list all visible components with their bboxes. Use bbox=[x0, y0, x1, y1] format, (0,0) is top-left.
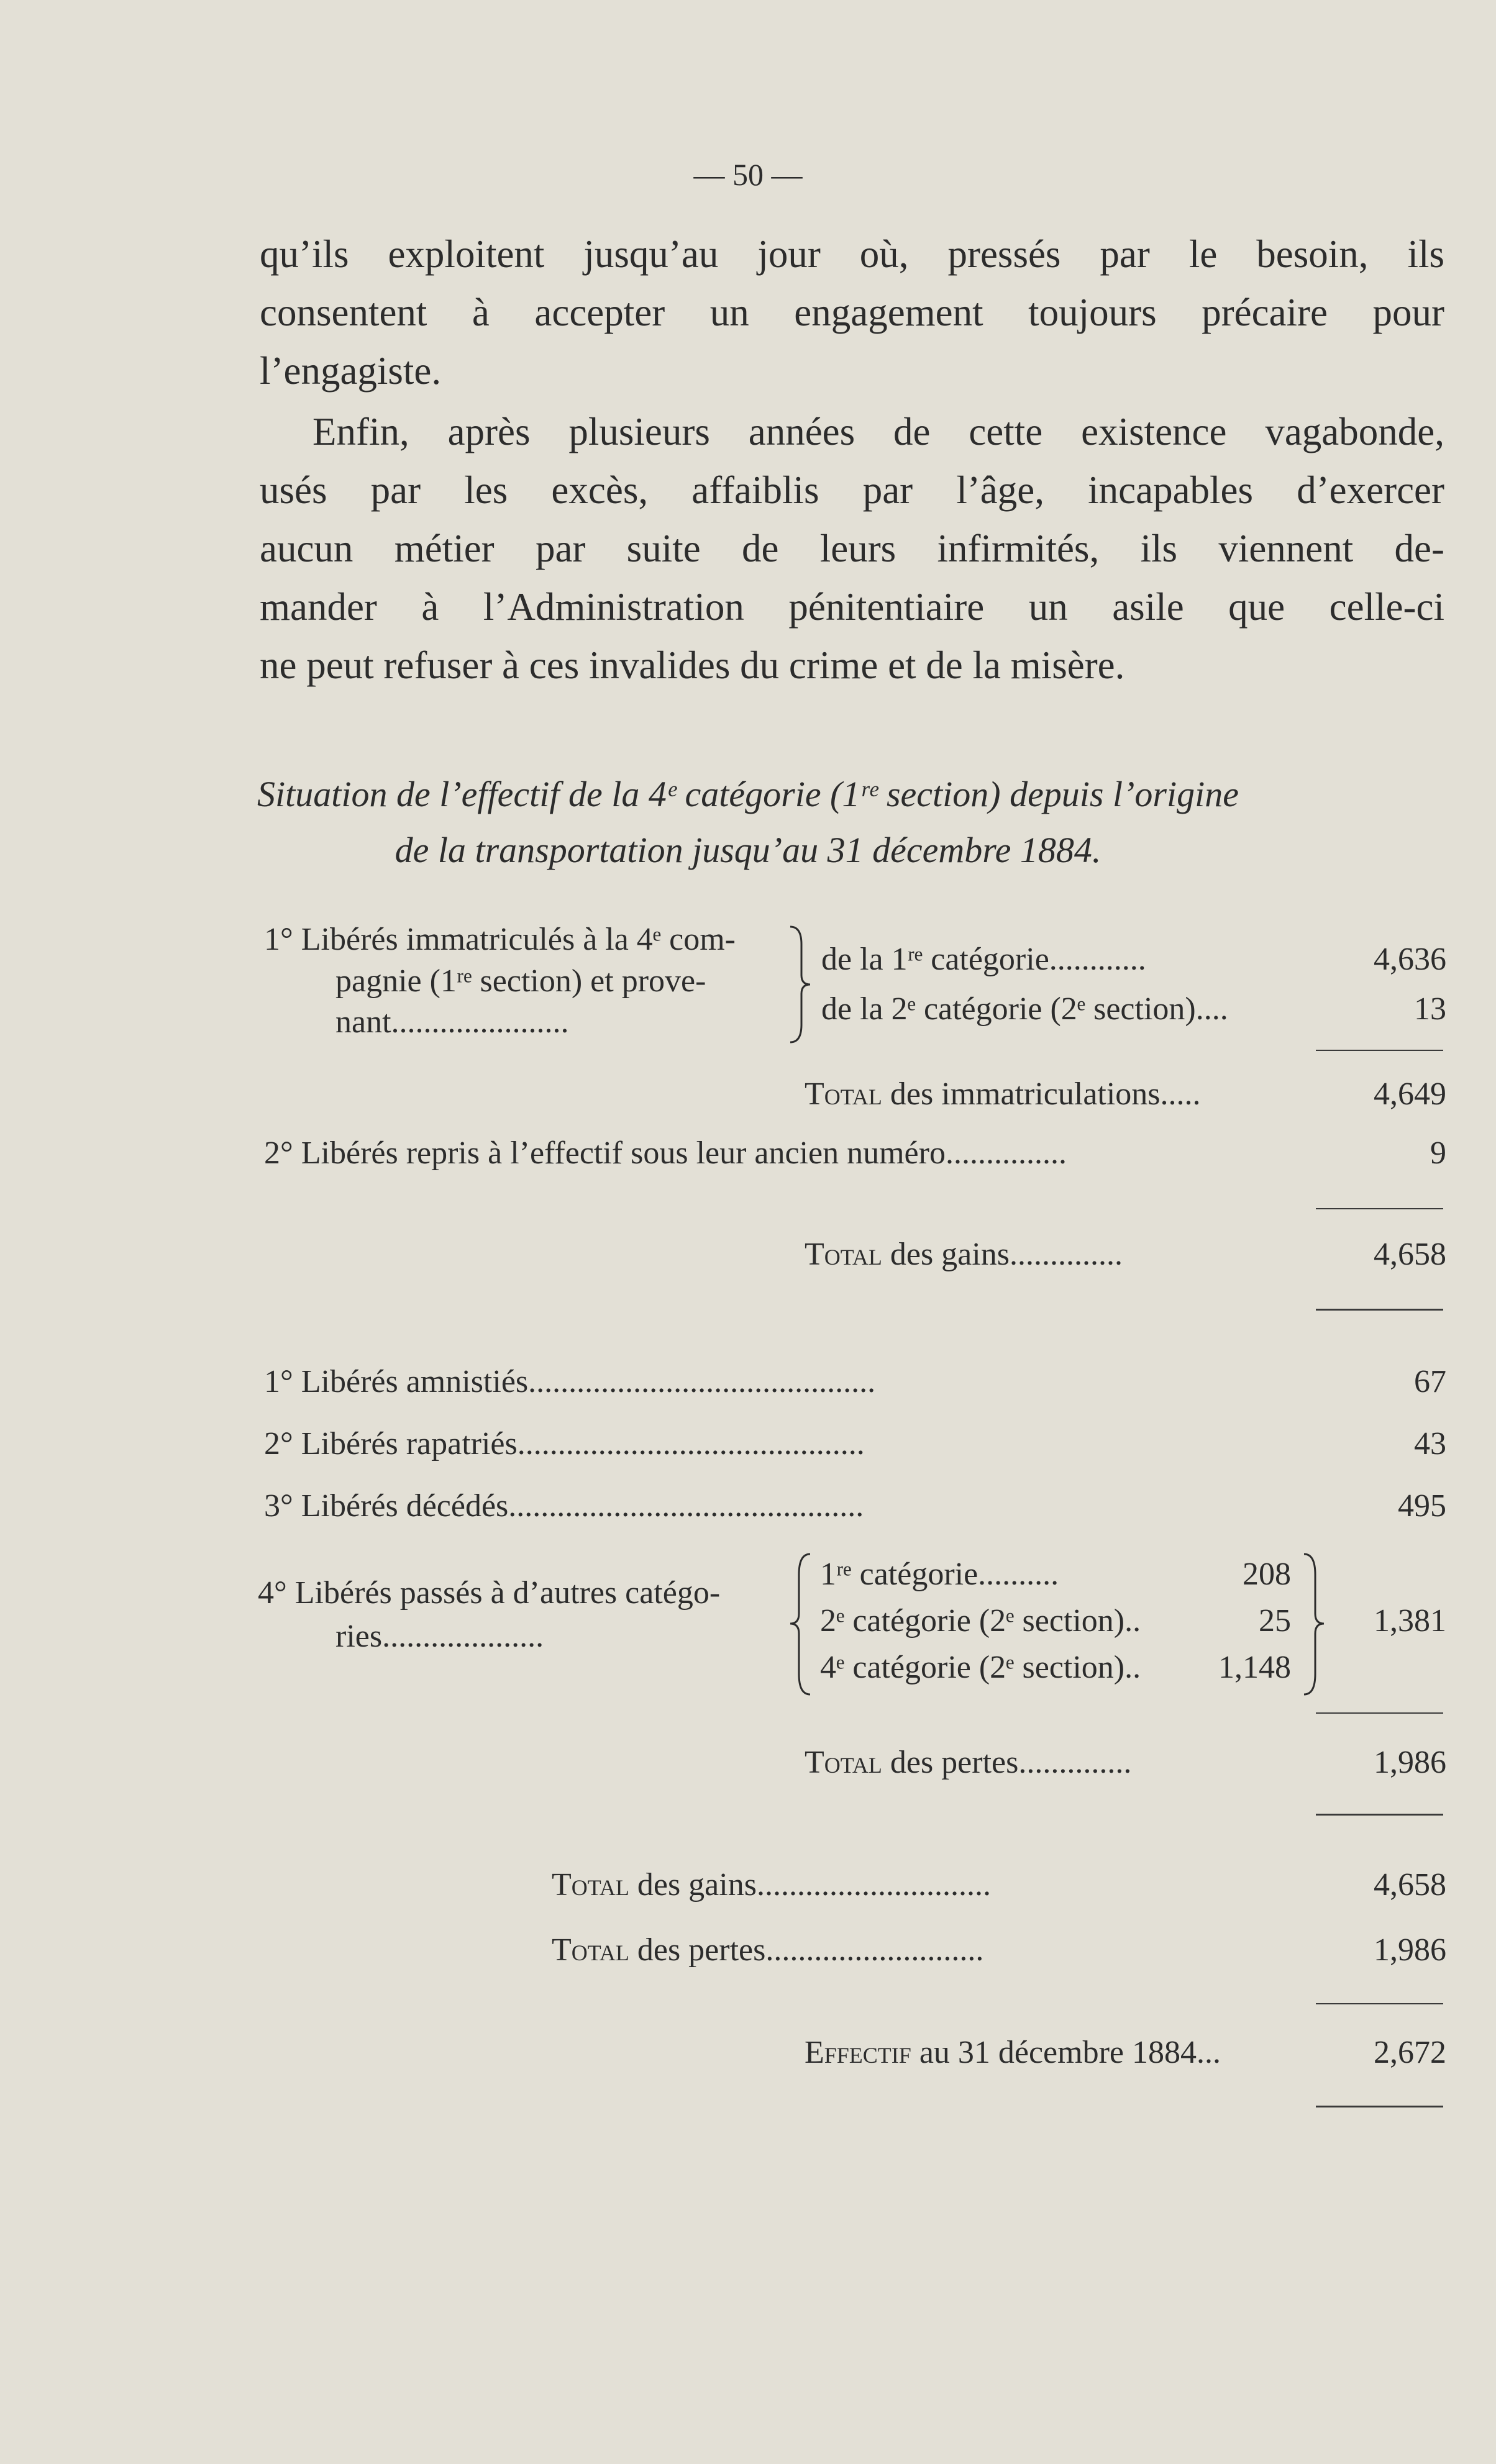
loss-item-4-left-brace bbox=[788, 1553, 813, 1696]
recap-pertes-label: Total des pertes........................... bbox=[552, 1932, 984, 1968]
loss-item-3-value: 495 bbox=[1398, 1488, 1446, 1524]
gain-item-1-line-2: pagnie (1ʳᵉ section) et prove- bbox=[335, 963, 706, 999]
effectif-value: 2,672 bbox=[1374, 2035, 1446, 2070]
loss-sub-3-label: 4ᵉ catégorie (2ᵉ section).. bbox=[820, 1650, 1141, 1685]
effectif-label: Effectif au 31 décembre 1884... bbox=[805, 2035, 1221, 2070]
gain-sub-2-label: de la 2ᵉ catégorie (2ᵉ section).... bbox=[821, 991, 1228, 1027]
loss-item-1-label: 1° Libérés amnistiés........................................... bbox=[264, 1364, 876, 1399]
gain-sub-2-value: 13 bbox=[1414, 991, 1446, 1027]
total-immatriculations-label: Total des immatriculations..... bbox=[805, 1076, 1201, 1112]
total-pertes-value: 1,986 bbox=[1374, 1745, 1446, 1780]
gain-item-1-line-3: nant...................... bbox=[335, 1004, 569, 1040]
recap-gains-value: 4,658 bbox=[1374, 1867, 1446, 1903]
text-line: ne peut refuser à ces invalides du crime et de la misère. bbox=[260, 643, 1125, 687]
rule bbox=[1316, 1050, 1443, 1051]
text-line: consentent à accepter un engagement toujours précaire pour bbox=[260, 291, 1444, 334]
paragraph-1 bbox=[260, 225, 1444, 400]
rule bbox=[1316, 2106, 1443, 2107]
rule bbox=[1316, 1814, 1443, 1816]
loss-item-4-value: 1,381 bbox=[1374, 1603, 1446, 1639]
loss-item-4-line-2: ries.................... bbox=[335, 1619, 544, 1654]
total-gains-value: 4,658 bbox=[1374, 1237, 1446, 1272]
rule bbox=[1316, 2003, 1443, 2004]
total-gains-label: Total des gains.............. bbox=[805, 1237, 1123, 1272]
loss-item-3-label: 3° Libérés décédés............................................ bbox=[264, 1488, 864, 1524]
loss-sub-2-label: 2ᵉ catégorie (2ᵉ section).. bbox=[820, 1603, 1141, 1639]
text-line: mander à l’Administration pénitentiaire un asile que celle-ci bbox=[260, 585, 1444, 629]
text-line: usés par les excès, affaiblis par l’âge, incapables d’exercer bbox=[260, 468, 1444, 512]
page-number: — 50 — bbox=[693, 157, 803, 192]
text-line: aucun métier par suite de leurs infirmités, ils viennent de- bbox=[260, 527, 1444, 570]
text-line: qu’ils exploitent jusqu’au jour où, pressés par le besoin, ils bbox=[260, 232, 1444, 276]
recap-gains-label: Total des gains............................. bbox=[552, 1867, 991, 1903]
total-pertes-label: Total des pertes.............. bbox=[805, 1745, 1132, 1780]
gain-sub-1-value: 4,636 bbox=[1374, 942, 1446, 977]
table-title-line-1: Situation de l’effectif de la 4ᵉ catégorie (1ʳᵉ section) depuis l’origine bbox=[257, 774, 1239, 814]
paragraph-2 bbox=[260, 402, 1444, 694]
loss-sub-1-label: 1ʳᵉ catégorie.......... bbox=[820, 1557, 1059, 1592]
table-title-line-2: de la transportation jusqu’au 31 décembre 1884. bbox=[395, 830, 1101, 870]
loss-item-1-value: 67 bbox=[1414, 1364, 1446, 1399]
total-immatriculations-value: 4,649 bbox=[1374, 1076, 1446, 1112]
gain-item-1-brace bbox=[788, 925, 813, 1043]
rule bbox=[1316, 1712, 1443, 1714]
loss-item-2-label: 2° Libérés rapatriés........................................... bbox=[264, 1426, 865, 1462]
gain-item-2-label: 2° Libérés repris à l’effectif sous leur ancien numéro............... bbox=[264, 1135, 1067, 1171]
loss-sub-1-value: 208 bbox=[1243, 1557, 1291, 1592]
loss-item-4-line-1: 4° Libérés passés à d’autres catégo- bbox=[258, 1575, 721, 1611]
text-line: l’engagiste. bbox=[260, 349, 442, 393]
loss-sub-3-value: 1,148 bbox=[1218, 1650, 1291, 1685]
gain-item-1-line-1: 1° Libérés immatriculés à la 4ᵉ com- bbox=[264, 922, 736, 957]
rule bbox=[1316, 1208, 1443, 1209]
text-line: Enfin, après plusieurs années de cette existence vagabonde, bbox=[312, 410, 1444, 453]
loss-sub-2-value: 25 bbox=[1259, 1603, 1291, 1639]
gain-sub-1-label: de la 1ʳᵉ catégorie............ bbox=[821, 942, 1146, 977]
gain-item-2-value: 9 bbox=[1430, 1135, 1446, 1171]
recap-pertes-value: 1,986 bbox=[1374, 1932, 1446, 1968]
loss-item-4-right-brace bbox=[1302, 1553, 1326, 1696]
loss-item-2-value: 43 bbox=[1414, 1426, 1446, 1462]
rule bbox=[1316, 1309, 1443, 1311]
